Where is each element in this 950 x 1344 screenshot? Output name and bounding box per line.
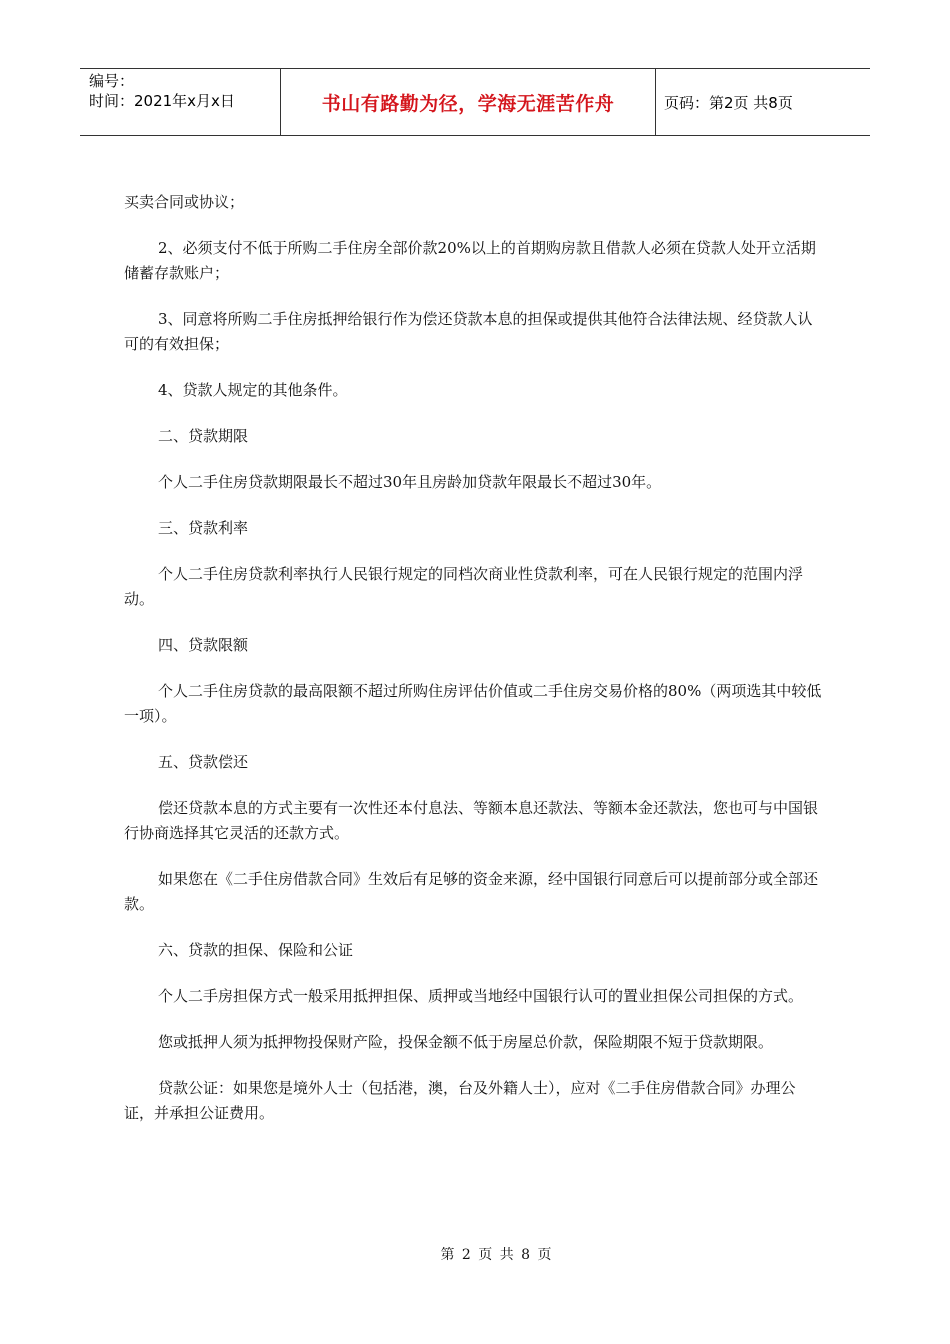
document-date: 时间：2021年x月x日: [89, 92, 235, 110]
section-heading: 五、贷款偿还: [158, 753, 249, 771]
paragraph: 4、贷款人规定的其他条件。: [158, 381, 348, 399]
paragraph: 3、同意将所购二手住房抵押给银行作为偿还贷款本息的担保或提供其他符合法律法规、经贷款人认可的有效担保；: [124, 310, 813, 353]
section-heading: 二、贷款期限: [158, 427, 249, 445]
page-footer: 第 2 页 共 8 页: [440, 1247, 552, 1263]
paragraph: 买卖合同或协议；: [124, 193, 245, 211]
page-header: [80, 68, 870, 136]
document-number-label: 编号：: [89, 72, 135, 90]
section-heading: 四、贷款限额: [158, 636, 249, 654]
header-meta: [80, 69, 281, 135]
paragraph: 贷款公证：如果您是境外人士（包括港，澳，台及外籍人士），应对《二手住房借款合同》办理公证，并承担公证费用。: [124, 1079, 796, 1122]
paragraph: 偿还贷款本息的方式主要有一次性还本付息法、等额本息还款法、等额本金还款法，您也可与中国银行协商选择其它灵活的还款方式。: [124, 799, 819, 842]
paragraph: 如果您在《二手住房借款合同》生效后有足够的资金来源，经中国银行同意后可以提前部分或全部还款。: [124, 870, 819, 913]
paragraph: 个人二手住房贷款的最高限额不超过所购住房评估价值或二手住房交易价格的80%（两项选其中较低一项）。: [124, 682, 822, 725]
paragraph: 个人二手房担保方式一般采用抵押担保、质押或当地经中国银行认可的置业担保公司担保的方式。: [158, 987, 804, 1005]
header-page-info: 页码：第2页 共8页: [664, 93, 793, 112]
paragraph: 您或抵押人须为抵押物投保财产险，投保金额不低于房屋总价款，保险期限不短于贷款期限。: [158, 1033, 774, 1051]
paragraph: 个人二手住房贷款利率执行人民银行规定的同档次商业性贷款利率，可在人民银行规定的范围内浮动。: [124, 565, 804, 608]
document-body: [124, 190, 824, 1147]
header-motto: 书山有路勤为径，学海无涯苦作舟: [281, 69, 656, 135]
paragraph: 2、必须支付不低于所购二手住房全部价款20%以上的首期购房款且借款人必须在贷款人处开立活期储蓄存款账户；: [124, 239, 816, 282]
section-heading: 三、贷款利率: [158, 519, 249, 537]
section-heading: 六、贷款的担保、保险和公证: [158, 941, 354, 959]
paragraph: 个人二手住房贷款期限最长不超过30年且房龄加贷款年限最长不超过30年。: [158, 473, 662, 491]
